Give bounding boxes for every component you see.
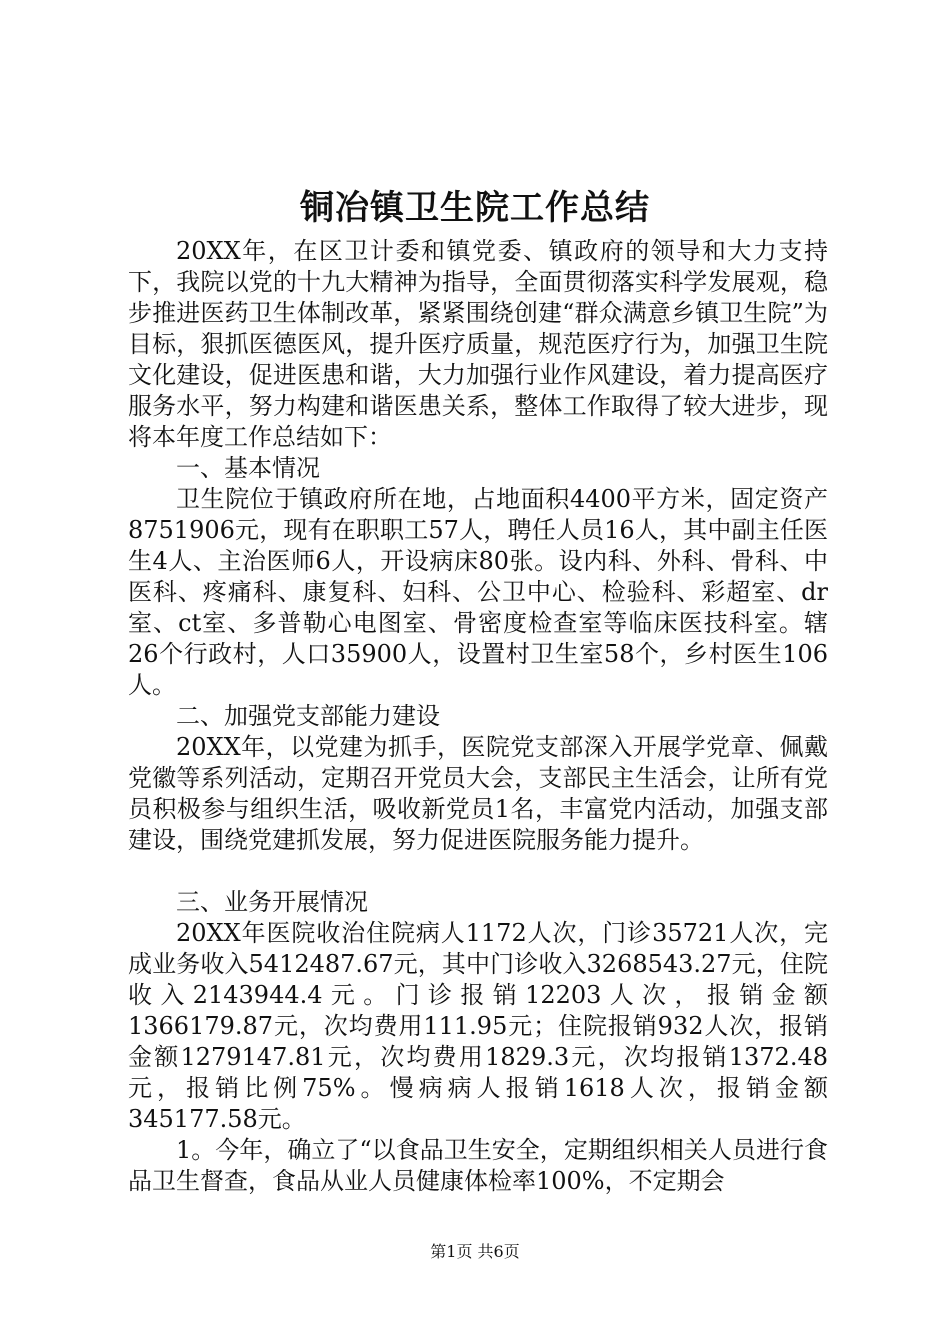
basic-info-paragraph: 卫生院位于镇政府所在地，占地面积4400平方米，固定资产8751906元，现有在职职工57人，聘任人员16人，其中副主任医生4人、主治医师6人，开设病床80张。设内科、外科、骨科、中医科、疼痛科、康复科、妇科、公卫中心、检验科、彩超室、dr室、ct室、多普勒心电图室、骨密度检查室等临床医技科室。辖26个行政村，人口35900人，设置村卫生室58个，乡村医生106人。 — [128, 485, 828, 699]
business-paragraph: 20XX年医院收治住院病人1172人次，门诊35721人次，完成业务收入5412487.67元，其中门诊收入3268543.27元，住院收入2143944.4元。门诊报销12203人次，报销金额1366179.87元，次均费用111.95元；住院报销932人次，报销金额1279147.81元，次均费用1829.3元，次均报销1372.48元，报销比例75%。慢病病人报销1618人次，报销金额345177.58元。 — [128, 919, 828, 1133]
party-building-paragraph: 20XX年，以党建为抓手，医院党支部深入开展学党章、佩戴党徽等系列活动，定期召开党员大会，支部民主生活会，让所有党员积极参与组织生活，吸收新党员1名，丰富党内活动，加强支部建设，围绕党建抓发展，努力促进医院服务能力提升。 — [128, 733, 828, 854]
page-footer: 第1页 共6页 — [430, 1242, 520, 1261]
intro-paragraph: 20XX年，在区卫计委和镇党委、镇政府的领导和大力支持下，我院以党的十九大精神为指导，全面贯彻落实科学发展观，稳步推进医药卫生体制改革，紧紧围绕创建“群众满意乡镇卫生院”为目标，狠抓医德医风，提升医疗质量，规范医疗行为，加强卫生院文化建设，促进医患和谐，大力加强行业作风建设，着力提高医疗服务水平，努力构建和谐医患关系，整体工作取得了较大进步，现将本年度工作总结如下： — [128, 237, 828, 451]
section-heading-business: 三、业务开展情况 — [176, 888, 368, 916]
section-heading-basic-info: 一、基本情况 — [176, 454, 320, 482]
section-heading-party-building: 二、加强党支部能力建设 — [176, 702, 440, 730]
document-title: 铜冶镇卫生院工作总结 — [300, 188, 650, 228]
item-1-paragraph: 1。今年，确立了“以食品卫生安全，定期组织相关人员进行食品卫生督查，食品从业人员健康体检率100%，不定期会 — [128, 1136, 828, 1195]
paragraph-spacer — [128, 856, 828, 887]
document-body — [128, 236, 828, 1197]
